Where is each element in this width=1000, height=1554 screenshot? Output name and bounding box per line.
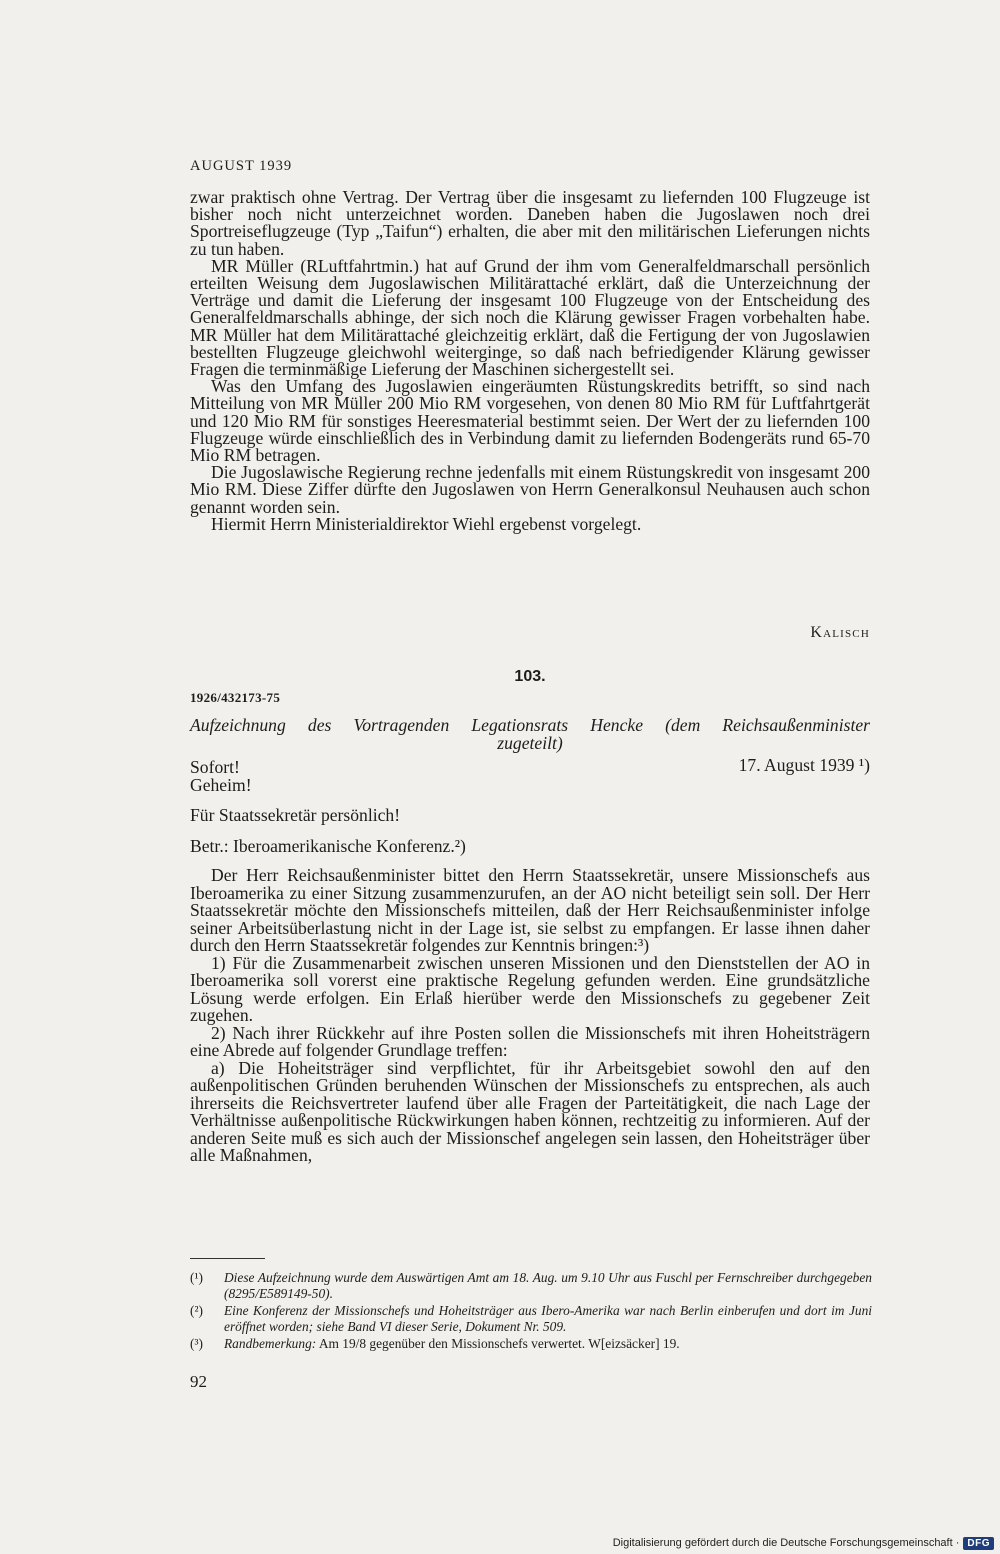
paragraph: 2) Nach ihrer Rückkehr auf ihre Posten sollen die Missionschefs mit ihren Hoheitsträgern eine Abrede auf folgender Grundlage treffen: (190, 1022, 870, 1060)
footnotes (190, 1270, 872, 1354)
footnote-mark: (²) (190, 1303, 203, 1318)
footnote-text: Diese Aufzeichnung wurde dem Auswärtigen Amt am 18. Aug. um 9.10 Uhr aus Fuschl per Fernschreiber durchgegeben (8295/E589149-50). (224, 1270, 872, 1301)
body-text-top (190, 189, 870, 533)
footnote-mark: (¹) (190, 1270, 203, 1285)
paragraph: Was den Umfang des Jugoslawien eingeräumten Rüstungskredits betrifft, so sind nach Mitteilung von MR Müller 200 Mio RM vorgesehen, von denen 80 Mio RM für Luftfahrtgerät und 120 Mio RM für sonstiges Heeresmaterial bestimmt seien. Der Wert der zu liefernden 100 Flugzeuge würde einschließlich des in Verbindung damit zu liefernden Bodengeräts rund 65-70 Mio RM betragen. (190, 376, 870, 466)
footnote (190, 1270, 872, 1301)
paragraph: zwar praktisch ohne Vertrag. Der Vertrag über die insgesamt zu liefernden 100 Flugzeuge ist bisher noch nicht unterzeichnet worden. Daneben haben die Jugoslawen noch drei Sportreiseflugzeuge (Typ „Taifun“) erhalten, die aber mit den militärischen Lieferungen nichts zu tun haben. (190, 187, 870, 259)
paragraph: 1) Für die Zusammenarbeit zwischen unseren Missionen und den Dienststellen der AO in Iberoamerika soll vorerst eine praktische Regelung gefunden werden. Eine grundsätzliche Lösung werde erfolgen. Ein Erlaß hierüber werde den Missionschefs zu gegebener Zeit zugehen. (190, 952, 870, 1025)
dfg-logo-icon: DFG (963, 1537, 994, 1550)
addressee-note: Für Staatssekretär persönlich! (190, 805, 401, 825)
document-title-line: Aufzeichnung des Vortragenden Legationsrats Hencke (dem Reichsaußenminister (190, 715, 870, 735)
running-head: AUGUST 1939 (190, 158, 293, 174)
paragraph: Hiermit Herrn Ministerialdirektor Wiehl ergebenst vorgelegt. (211, 513, 642, 534)
urgency-note: Sofort! (190, 757, 240, 777)
document-date: 17. August 1939 ¹) (738, 755, 870, 775)
footnote-prefix: Randbemerkung: (224, 1336, 317, 1351)
signature: Kalisch (810, 624, 870, 641)
paragraph: MR Müller (RLuftfahrtmin.) hat auf Grund der ihm vom Generalfeldmarschall persönlich erteilten Weisung dem Jugoslawischen Militärattaché erklärt, daß die Unterzeichnung der Verträge und damit die Lieferung der insgesamt 100 Flugzeuge von der Entscheidung des Generalfeldmarschalls abhinge, der sich noch die Klärung gewisser Fragen vorbehalten habe. MR Müller hat dem Militärattaché gleichzeitig erklärt, daß die Fertigung der von Jugoslawien bestellten Flugzeuge gleichwohl weiterginge, so daß nach befriedigender Klärung gewisser Fragen die terminmäßige Lieferung der Maschinen sichergestellt sei. (190, 255, 870, 380)
classification-note: Geheim! (190, 775, 252, 795)
document-number: 103. (514, 668, 546, 685)
document-title-line: zugeteilt) (497, 733, 563, 753)
body-text-main (190, 867, 870, 1165)
footnote (190, 1336, 872, 1352)
paragraph: Die Jugoslawische Regierung rechne jedenfalls mit einem Rüstungskredit von insgesamt 200 Mio RM. Diese Ziffer dürfte den Jugoslawen von Herrn Generalkonsul Neuhausen auch schon genannt worden sein. (190, 462, 870, 517)
funding-text: Digitalisierung gefördert durch die Deutsche Forschungsgemeinschaft · (612, 1537, 960, 1549)
footnote-text: Am 19/8 gegenüber den Missionschefs verwertet. W[eizsäcker] 19. (318, 1336, 680, 1351)
footnote-mark: (³) (190, 1336, 203, 1351)
paragraph: a) Die Hoheitsträger sind verpflichtet, für ihr Arbeitsgebiet sowohl den auf den außenpolitischen Gründen beruhenden Wünschen der Missionschefs zu entsprechen, als auch ihrerseits die Reichsvertreter laufend über alle Fragen der Parteitätigkeit, die nach Lage der Verhältnisse außenpolitische Rückwirkungen haben können, rechtzeitig zu informieren. Auf der anderen Seite muß es sich auch der Missionschef angelegen sein lassen, den Hoheitsträger über alle Maßnahmen, (190, 1057, 870, 1165)
subject-line: Betr.: Iberoamerikanische Konferenz.²) (190, 836, 466, 856)
paragraph: Der Herr Reichsaußenminister bittet den Herrn Staatssekretär, unsere Missionschefs aus Iberoamerika zu einer Sitzung zusammenzurufen, an der AO nicht beteiligt sein soll. Der Herr Staatssekretär möchte den Missionschefs mitteilen, daß der Herr Reichsaußenminister infolge seiner Arbeitsüberlastung nicht in der Lage ist, sie selbst zu empfangen. Er lasse ihnen daher durch den Herrn Staatssekretär folgendes zur Kenntnis bringen:³) (190, 865, 870, 955)
footnote-text: Eine Konferenz der Missionschefs und Hoheitsträger aus Ibero-Amerika war nach Berlin einberufen und dort im Juni eröffnet worden; siehe Band VI dieser Serie, Dokument Nr. 509. (224, 1303, 872, 1334)
document-title (190, 716, 870, 752)
footnote (190, 1303, 872, 1334)
page-number: 92 (190, 1372, 207, 1391)
footnote-divider (190, 1258, 265, 1259)
file-reference: 1926/432173-75 (190, 690, 281, 705)
funding-notice (574, 1532, 1000, 1554)
